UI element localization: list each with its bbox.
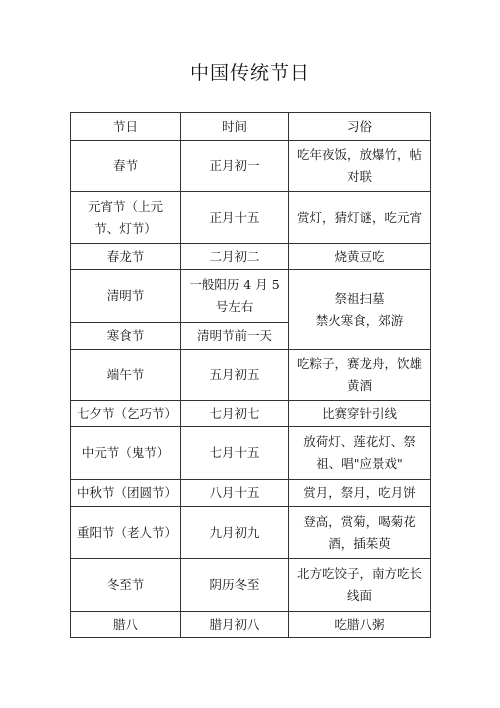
- festival-name: 冬至节: [71, 559, 181, 612]
- table-row: [71, 141, 431, 192]
- page-title: 中国传统节日: [189, 62, 310, 84]
- festival-name: 元宵节（上元节、灯节）: [71, 192, 181, 244]
- table-row: [71, 612, 431, 638]
- festival-name: 清明节: [71, 270, 181, 323]
- merged-custom-line-2: 禁火寒食，郊游: [315, 312, 404, 328]
- table-row: [71, 270, 431, 323]
- festival-name: 重阳节（老人节）: [71, 507, 181, 559]
- header-time: 时间: [181, 113, 289, 141]
- table-row: [71, 480, 431, 507]
- festival-time: 七月十五: [181, 427, 289, 480]
- festival-custom: 赏灯，猜灯谜，吃元宵: [289, 192, 431, 244]
- festival-name: 七夕节（乞巧节）: [71, 401, 181, 427]
- festival-time: 九月初九: [181, 507, 289, 559]
- festival-custom: 吃腊八粥: [289, 612, 431, 638]
- table-header-row: [71, 113, 431, 141]
- festival-time: 一般阳历 4 月 5 号左右: [181, 270, 289, 323]
- festival-table: [70, 112, 431, 638]
- table-row: [71, 401, 431, 427]
- festival-name: 寒食节: [71, 323, 181, 350]
- festival-name: 春龙节: [71, 244, 181, 270]
- table-row: [71, 507, 431, 559]
- festival-time: 二月初二: [181, 244, 289, 270]
- festival-name: 中元节（鬼节）: [71, 427, 181, 480]
- festival-time: 阴历冬至: [181, 559, 289, 612]
- table-row: [71, 559, 431, 612]
- festival-time: 七月初七: [181, 401, 289, 427]
- festival-custom: 吃年夜饭，放爆竹，帖对联: [289, 141, 431, 192]
- festival-custom: 赏月，祭月，吃月饼: [289, 480, 431, 507]
- festival-time: 正月十五: [181, 192, 289, 244]
- festival-name: 端午节: [71, 350, 181, 401]
- festival-time: 八月十五: [181, 480, 289, 507]
- festival-custom: 放荷灯、莲花灯、祭祖、唱"应景戏": [289, 427, 431, 480]
- table-row: [71, 244, 431, 270]
- festival-custom: 北方吃饺子，南方吃长线面: [289, 559, 431, 612]
- festival-time: 正月初一: [181, 141, 289, 192]
- festival-custom-merged: [289, 270, 431, 350]
- festival-custom: 吃粽子，赛龙舟，饮雄黄酒: [289, 350, 431, 401]
- table-row: [71, 192, 431, 244]
- festival-time: 清明节前一天: [181, 323, 289, 350]
- festival-time: 五月初五: [181, 350, 289, 401]
- header-festival: 节日: [71, 113, 181, 141]
- header-custom: 习俗: [289, 113, 431, 141]
- festival-name: 中秋节（团圆节）: [71, 480, 181, 507]
- table-row: [71, 427, 431, 480]
- table-row: [71, 350, 431, 401]
- festival-custom: 烧黄豆吃: [289, 244, 431, 270]
- festival-custom: 登高，赏菊，喝菊花酒，插茱萸: [289, 507, 431, 559]
- festival-time: 腊月初八: [181, 612, 289, 638]
- festival-name: 春节: [71, 141, 181, 192]
- festival-name: 腊八: [71, 612, 181, 638]
- festival-custom: 比赛穿针引线: [289, 401, 431, 427]
- merged-custom-line-1: 祭祖扫墓: [334, 290, 385, 306]
